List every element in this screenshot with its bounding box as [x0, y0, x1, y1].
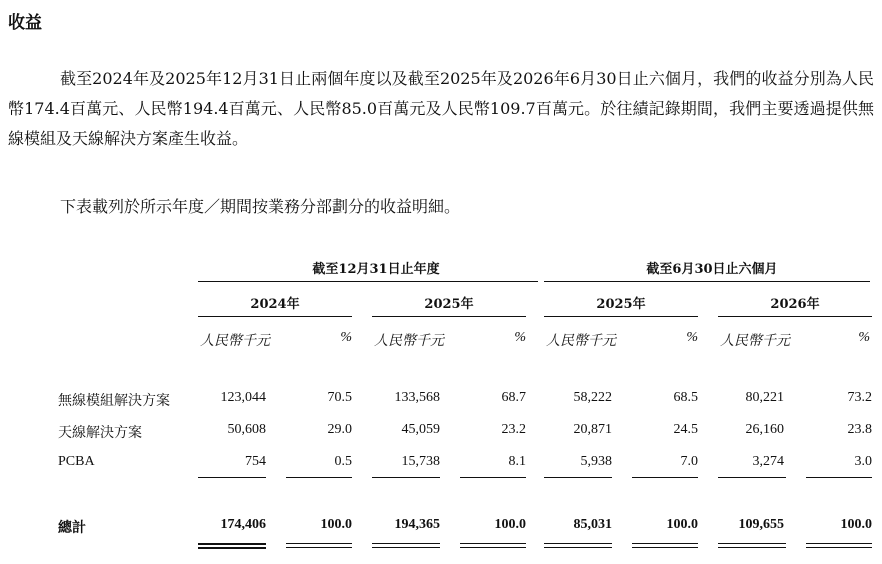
cell: 754: [245, 454, 266, 469]
total-cell: 100.0: [320, 517, 352, 532]
cell: 58,222: [573, 390, 612, 405]
cell: 20,871: [573, 422, 612, 437]
cell: 45,059: [401, 422, 440, 437]
cell: 26,160: [745, 422, 784, 437]
total-cell: 174,406: [220, 517, 266, 532]
year-rule-1: [198, 316, 352, 317]
table-intro-paragraph: 下表載列於所示年度／期間按業務分部劃分的收益明細。: [60, 197, 461, 216]
subtotal-rule: [806, 477, 872, 478]
unit-header-1: 人民幣千元: [200, 334, 270, 349]
total-double-rule: [372, 543, 440, 544]
row-label-pcba: PCBA: [58, 454, 95, 469]
row-label-total: 總計: [58, 521, 86, 536]
cell: 133,568: [394, 390, 440, 405]
pct-header-3: %: [686, 330, 698, 345]
year-header-2: 2025年: [424, 297, 474, 312]
group-header-year: 截至12月31日止年度: [312, 262, 440, 277]
year-rule-2: [372, 316, 526, 317]
total-double-rule: [718, 543, 786, 544]
total-cell: 109,655: [738, 517, 784, 532]
total-cell: 100.0: [494, 517, 526, 532]
total-cell: 85,031: [573, 517, 612, 532]
subtotal-rule: [544, 477, 612, 478]
total-double-rule: [544, 543, 612, 544]
year-rule-4: [718, 316, 872, 317]
total-double-rule: [198, 543, 266, 545]
cell: 24.5: [673, 422, 698, 437]
group-rule-year: [198, 281, 538, 282]
cell: 7.0: [680, 454, 698, 469]
pct-header-4: %: [858, 330, 870, 345]
cell: 68.5: [673, 390, 698, 405]
cell: 23.2: [501, 422, 526, 437]
cell: 29.0: [327, 422, 352, 437]
cell: 15,738: [401, 454, 440, 469]
year-header-4: 2026年: [770, 297, 820, 312]
section-heading: 收益: [8, 13, 42, 33]
cell: 5,938: [580, 454, 612, 469]
total-double-rule: [286, 543, 352, 544]
cell: 3,274: [752, 454, 784, 469]
total-double-rule: [806, 543, 872, 544]
subtotal-rule: [460, 477, 526, 478]
row-label-wireless-module: 無線模組解決方案: [58, 394, 170, 409]
total-cell: 100.0: [840, 517, 872, 532]
subtotal-rule: [718, 477, 786, 478]
total-double-rule: [632, 543, 698, 544]
cell: 3.0: [854, 454, 872, 469]
cell: 50,608: [227, 422, 266, 437]
group-rule-six-months: [544, 281, 870, 282]
cell: 123,044: [220, 390, 266, 405]
cell: 73.2: [847, 390, 872, 405]
cell: 68.7: [501, 390, 526, 405]
subtotal-rule: [372, 477, 440, 478]
cell: 23.8: [847, 422, 872, 437]
cell: 70.5: [327, 390, 352, 405]
year-header-1: 2024年: [250, 297, 300, 312]
cell: 80,221: [745, 390, 784, 405]
total-cell: 100.0: [666, 517, 698, 532]
cell: 0.5: [334, 454, 352, 469]
unit-header-2: 人民幣千元: [374, 334, 444, 349]
pct-header-1: %: [340, 330, 352, 345]
unit-header-4: 人民幣千元: [720, 334, 790, 349]
year-rule-3: [544, 316, 698, 317]
total-cell: 194,365: [394, 517, 440, 532]
total-double-rule: [460, 543, 526, 544]
unit-header-3: 人民幣千元: [546, 334, 616, 349]
row-label-antenna: 天線解決方案: [58, 426, 142, 441]
revenue-summary-paragraph: 截至2024年及2025年12月31日止兩個年度以及截至2025年及2026年6月30日止六個月，我們的收益分別為人民幣174.4百萬元、人民幣194.4百萬元、人民幣85.0百萬元及人民幣109.7百萬元。於往績記錄期間，我們主要透過提供無線模組及天線解決方案產生收益。: [8, 69, 874, 148]
pct-header-2: %: [514, 330, 526, 345]
subtotal-rule: [632, 477, 698, 478]
cell: 8.1: [508, 454, 526, 469]
year-header-3: 2025年: [596, 297, 646, 312]
subtotal-rule: [286, 477, 352, 478]
subtotal-rule: [198, 477, 266, 478]
group-header-six-months: 截至6月30日止六個月: [646, 262, 778, 277]
